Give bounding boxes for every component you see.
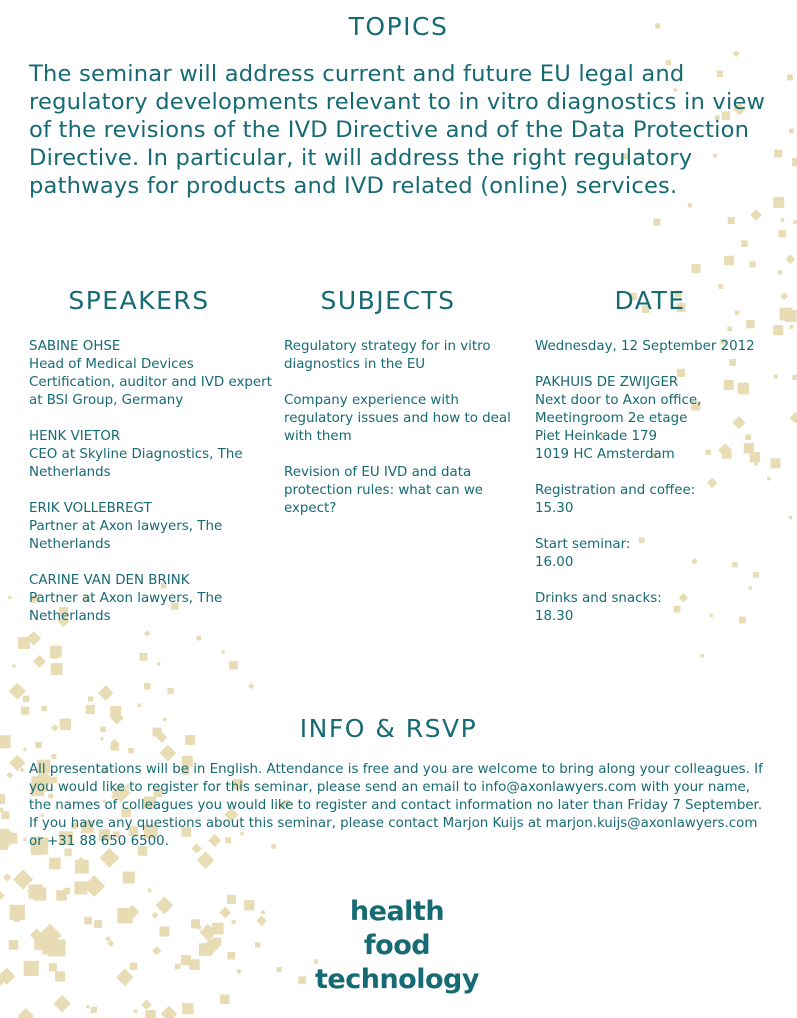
subject-item: Revision of EU IVD and data protection rules: what can we expect? <box>284 465 484 516</box>
logo-line-food: food <box>363 930 431 961</box>
subjects-heading: SUBJECTS <box>320 286 456 315</box>
topics-heading: TOPICS <box>348 12 449 41</box>
speaker-entry <box>29 428 274 482</box>
speaker-entry <box>29 338 274 410</box>
subject-item: Regulatory strategy for in vitro diagnostics in the EU <box>284 339 491 372</box>
event-date: Wednesday, 12 September 2012 <box>535 339 755 354</box>
info-rsvp-text: All presentations will be in English. Attendance is free and you are welcome to bring along your colleagues. If you would like to register for this seminar, please send an email to info@axonlawyers.com with your name, the names of colleagues you would like to register and contact information no later than Friday 7 September. If you have any questions about this seminar, please contact Marjon Kuijs at marjon.kuijs@axonlawyers.com or +31 88 650 6500. <box>29 762 763 849</box>
speaker-details: Partner at Axon lawyers, The Netherlands <box>29 519 223 552</box>
speaker-entry <box>29 572 274 626</box>
start-label: Start seminar: <box>535 537 631 552</box>
start-time <box>535 536 775 572</box>
drinks-label: Drinks and snacks: <box>535 591 662 606</box>
date-details <box>535 338 775 644</box>
speaker-entry <box>29 500 274 554</box>
speaker-details: Head of Medical Devices Certification, auditor and IVD expert at BSI Group, Germany <box>29 357 272 408</box>
venue-block <box>535 374 775 464</box>
health-food-technology-logo <box>297 895 497 997</box>
subject-item: Company experience with regulatory issues and how to deal with them <box>284 393 511 444</box>
venue-address: Next door to Axon office, Meetingroom 2e etage Piet Heinkade 179 1019 HC Amsterdam <box>535 393 702 462</box>
registration-time <box>535 482 775 518</box>
logo-line-health: health <box>349 896 445 927</box>
logo-line-technology: technology <box>315 964 479 995</box>
speaker-name: ERIK VOLLEBREGT <box>29 501 152 516</box>
speaker-details: Partner at Axon lawyers, The Netherlands <box>29 591 223 624</box>
speakers-list <box>29 338 274 644</box>
drinks-value: 18.30 <box>535 609 574 624</box>
speaker-name: HENK VIETOR <box>29 429 121 444</box>
info-rsvp-heading: INFO & RSVP <box>299 714 478 743</box>
registration-label: Registration and coffee: <box>535 483 696 498</box>
start-value: 16.00 <box>535 555 574 570</box>
drinks-time <box>535 590 775 626</box>
subjects-list <box>284 338 519 536</box>
registration-value: 15.30 <box>535 501 574 516</box>
topics-description: The seminar will address current and future EU legal and regulatory developments relevant to in vitro diagnostics in view of the revisions of the IVD Directive and of the Data Protection Directive. In particular, it will address the right regulatory pathways for products and IVD related (online) services. <box>29 61 766 199</box>
speaker-details: CEO at Skyline Diagnostics, The Netherlands <box>29 447 243 480</box>
venue-name: PAKHUIS DE ZWIJGER <box>535 375 679 390</box>
speaker-name: CARINE VAN DEN BRINK <box>29 573 190 588</box>
speakers-heading: SPEAKERS <box>68 286 210 315</box>
speaker-name: SABINE OHSE <box>29 339 121 354</box>
date-heading: DATE <box>614 286 686 315</box>
